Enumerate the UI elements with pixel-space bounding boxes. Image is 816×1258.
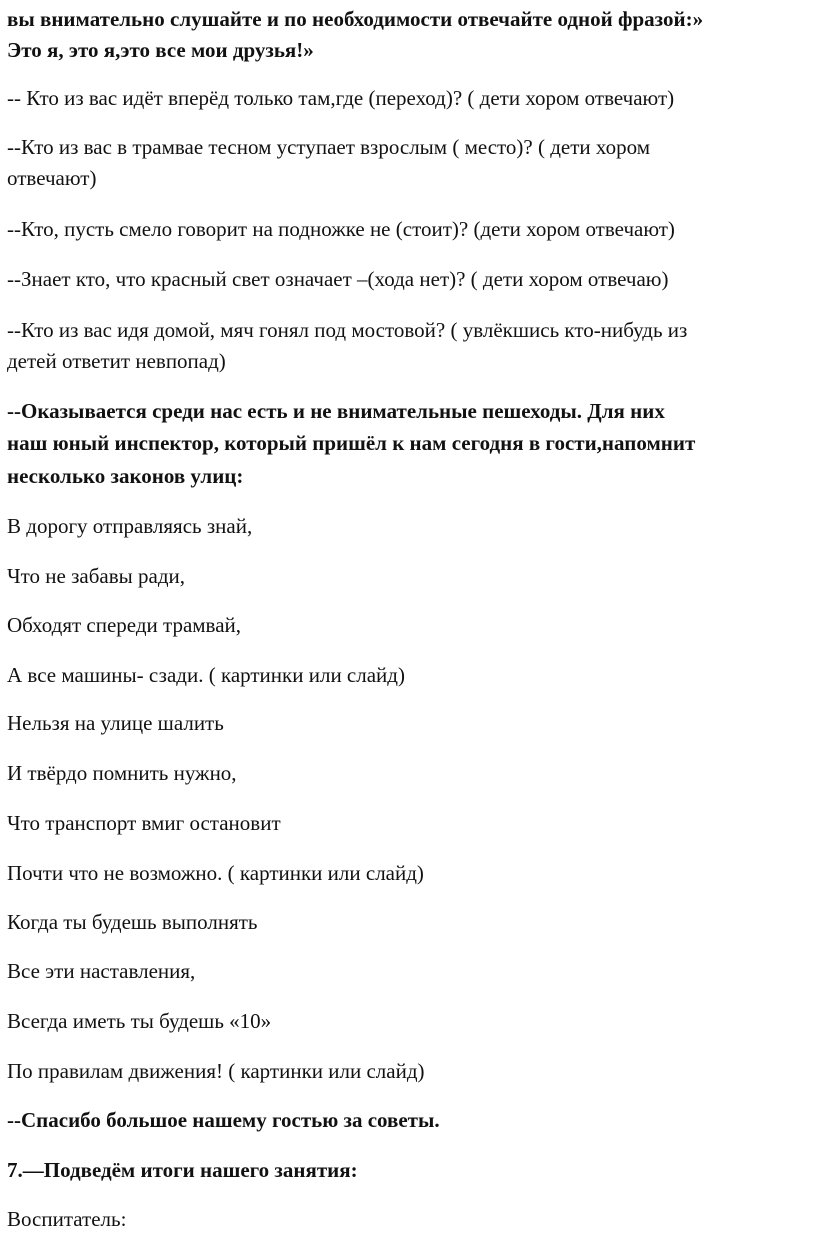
- text-line: Это я, это я,это все мои друзья!»: [7, 38, 314, 62]
- text-line: А все машины- сзади. ( картинки или слайд): [7, 663, 405, 687]
- text-line: Что транспорт вмиг остановит: [7, 811, 281, 835]
- text-line: Обходят спереди трамвай,: [7, 613, 242, 637]
- text-line: Воспитатель:: [7, 1207, 127, 1231]
- text-line: Нельзя на улице шалить: [7, 711, 224, 735]
- text-line: Когда ты будешь выполнять: [7, 910, 258, 934]
- text-line: --Спасибо большое нашему гостью за советы.: [7, 1108, 440, 1132]
- text-line: отвечают): [7, 166, 97, 190]
- text-line: И твёрдо помнить нужно,: [7, 761, 237, 785]
- text-line: Все эти наставления,: [7, 959, 196, 983]
- text-line: Всегда иметь ты будешь «10»: [7, 1009, 272, 1033]
- text-line: В дорогу отправляясь знай,: [7, 514, 253, 538]
- text-line: --Знает кто, что красный свет означает –(хода нет)? ( дети хором отвечаю): [7, 267, 669, 291]
- text-line: --Оказывается среди нас есть и не внимательные пешеходы. Для них: [7, 399, 665, 423]
- text-line: --Кто из вас в трамвае тесном уступает взрослым ( место)? ( дети хором: [7, 135, 650, 159]
- text-line: Что не забавы ради,: [7, 564, 185, 588]
- text-line: По правилам движения! ( картинки или слайд): [7, 1059, 425, 1083]
- text-line: --Кто из вас идя домой, мяч гонял под мостовой? ( увлёкшись кто-нибудь из: [7, 318, 688, 342]
- text-line: --Кто, пусть смело говорит на подножке не (стоит)? (дети хором отвечают): [7, 217, 675, 241]
- text-line: несколько законов улиц:: [7, 464, 244, 488]
- text-line: 7.—Подведём итоги нашего занятия:: [7, 1158, 358, 1182]
- text-line: наш юный инспектор, который пришёл к нам сегодня в гости,напомнит: [7, 431, 696, 455]
- text-line: Почти что не возможно. ( картинки или слайд): [7, 861, 424, 885]
- text-line: детей ответит невпопад): [7, 349, 226, 373]
- text-line: -- Кто из вас идёт вперёд только там,где (переход)? ( дети хором отвечают): [7, 86, 675, 110]
- text-line: вы внимательно слушайте и по необходимости отвечайте одной фразой:»: [7, 7, 704, 31]
